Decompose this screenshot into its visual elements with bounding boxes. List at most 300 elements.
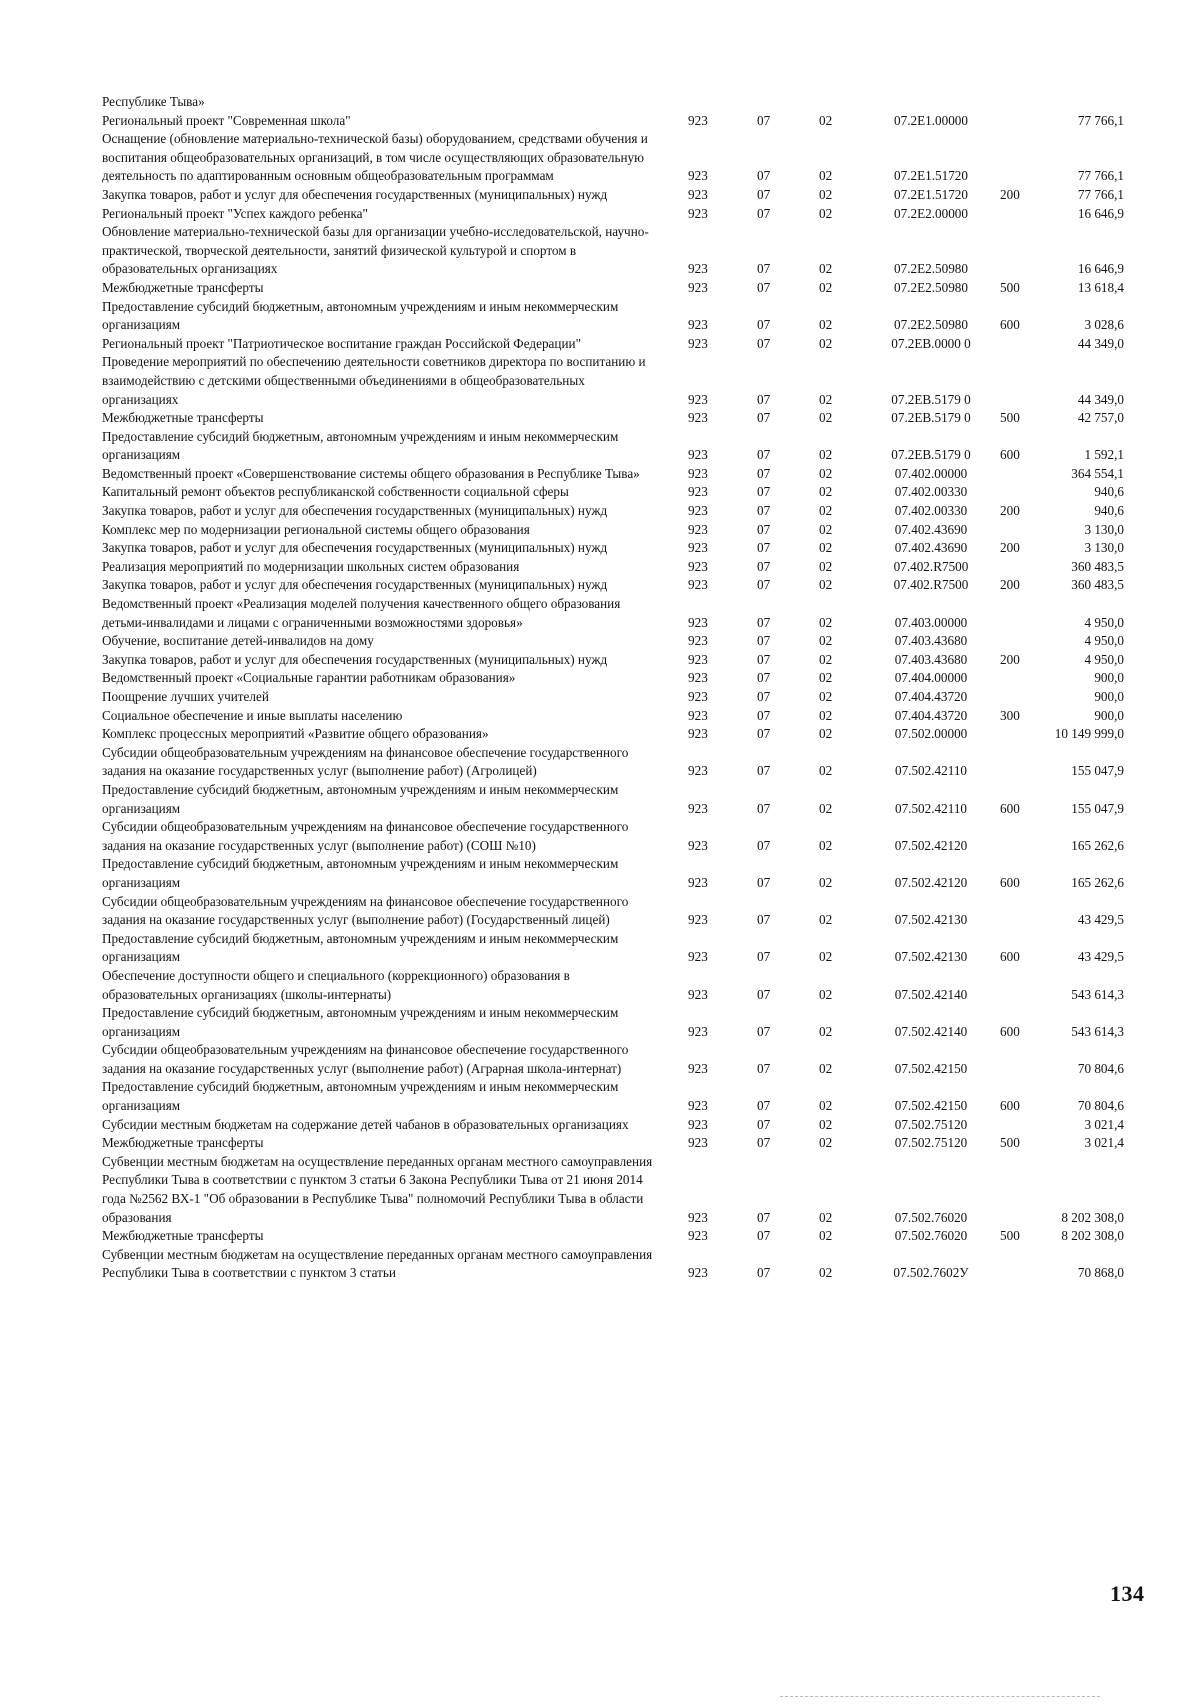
row-name: Предоставление субсидий бюджетным, автономным учреждениям и иным некоммерческим организациям: [102, 856, 619, 890]
table-row: [0, 465, 1200, 484]
row-subsection-code: 02: [819, 540, 833, 556]
row-subsection-code: 02: [819, 763, 833, 779]
row-expense-type: 200: [1000, 651, 1020, 667]
row-amount: 364 554,1: [1071, 465, 1124, 481]
row-ved-code: 923: [688, 670, 708, 686]
row-name: Предоставление субсидий бюджетным, автономным учреждениям и иным некоммерческим организациям: [102, 1079, 619, 1114]
row-amount: 77 766,1: [1077, 112, 1124, 128]
row-amount: 44 349,0: [1077, 391, 1124, 407]
row-expense-type: 500: [1000, 1228, 1020, 1244]
row-amount: 900,0: [1094, 707, 1124, 723]
row-name: Обучение, воспитание детей-инвалидов на дому: [102, 633, 374, 649]
table-row: [0, 688, 1200, 707]
row-subsection-code: 02: [819, 986, 833, 1002]
row-section-code: 07: [757, 707, 771, 723]
row-name: Межбюджетные трансферты: [102, 1135, 264, 1151]
row-target-article: 07.402.43690: [894, 521, 968, 537]
row-subsection-code: 02: [819, 317, 833, 333]
row-subsection-code: 02: [819, 800, 833, 816]
row-target-article: 07.502.00000: [894, 726, 968, 742]
row-ved-code: 923: [688, 186, 708, 202]
table-row: [0, 1116, 1200, 1135]
row-ved-code: 923: [688, 261, 708, 277]
row-amount: 1 592,1: [1084, 447, 1124, 463]
table-row: [0, 130, 1200, 186]
row-name: Предоставление субсидий бюджетным, автономным учреждениям и иным некоммерческим организациям: [102, 930, 619, 965]
table-row: [0, 893, 1200, 930]
table-row: [0, 855, 1200, 892]
row-ved-code: 923: [688, 558, 708, 574]
row-section-code: 07: [757, 986, 771, 1002]
row-ved-code: 923: [688, 279, 708, 295]
row-name: Предоставление субсидий бюджетным, автономным учреждениям и иным некоммерческим организациям: [102, 1005, 619, 1039]
row-section-code: 07: [757, 1098, 771, 1114]
row-section-code: 07: [757, 186, 771, 202]
table-row: [0, 335, 1200, 354]
row-target-article: 07.502.76020: [894, 1209, 968, 1225]
row-subsection-code: 02: [819, 558, 833, 574]
row-ved-code: 923: [688, 689, 708, 704]
row-name: Предоставление субсидий бюджетным, автономным учреждениям и иным некоммерческим организациям: [102, 428, 619, 463]
row-expense-type: 200: [1000, 186, 1020, 202]
row-name: Ведомственный проект «Совершенствование системы общего образования в Республике Тыва»: [102, 465, 640, 481]
row-ved-code: 923: [688, 317, 708, 333]
row-target-article: 07.2ЕВ.5179 0: [891, 410, 971, 426]
row-name: Поощрение лучших учителей: [102, 689, 269, 704]
table-row: [0, 428, 1200, 465]
row-subsection-code: 02: [819, 1023, 833, 1039]
row-section-code: 07: [757, 614, 771, 630]
row-name: Закупка товаров, работ и услуг для обеспечения государственных (муниципальных) нужд: [102, 651, 608, 667]
row-expense-type: 200: [1000, 540, 1020, 556]
row-section-code: 07: [757, 447, 771, 463]
row-name: Капитальный ремонт объектов республиканской собственности социальной сферы: [102, 484, 569, 500]
row-amount: 900,0: [1094, 689, 1124, 704]
row-expense-type: 300: [1000, 707, 1020, 723]
table-row: [0, 1134, 1200, 1153]
row-ved-code: 923: [688, 1023, 708, 1039]
table-row: [0, 632, 1200, 651]
row-section-code: 07: [757, 949, 771, 965]
row-target-article: 07.402.00330: [894, 484, 968, 500]
row-subsection-code: 02: [819, 391, 833, 407]
row-expense-type: 600: [1000, 317, 1020, 333]
row-amount: 165 262,6: [1071, 874, 1124, 890]
row-name: Субсидии общеобразовательным учреждениям на финансовое обеспечение государственного задания на оказание государственных услуг (выполнение работ) (Агролицей): [102, 744, 629, 779]
row-amount: 16 646,9: [1077, 261, 1124, 277]
table-row: [0, 186, 1200, 205]
table-row: [0, 205, 1200, 224]
table-row: [0, 707, 1200, 726]
row-target-article: 07.402.R7500: [893, 558, 969, 574]
row-section-code: 07: [757, 503, 771, 519]
row-name: Закупка товаров, работ и услуг для обеспечения государственных (муниципальных) нужд: [102, 503, 608, 519]
row-ved-code: 923: [688, 874, 708, 890]
row-target-article: 07.502.42130: [894, 912, 968, 928]
row-target-article: 07.502.42130: [894, 949, 968, 965]
row-name: Субвенции местным бюджетам на осуществление переданных органам местного самоуправления Республики Тыва в соответствии с пунктом 3 статьи 6 Закона Республики Тыва от 21 июня 2014 года №2562 ВХ-1 "Об образовании в Республике Тыва" полномочий Республики Тыва в области образования: [102, 1153, 653, 1225]
row-amount: 543 614,3: [1071, 986, 1124, 1002]
row-ved-code: 923: [688, 1209, 708, 1225]
row-target-article: 07.502.75120: [894, 1135, 968, 1151]
table-row: [0, 818, 1200, 855]
table-row: [0, 93, 1200, 112]
row-section-code: 07: [757, 112, 771, 128]
row-section-code: 07: [757, 1209, 771, 1225]
row-amount: 360 483,5: [1071, 577, 1124, 593]
row-target-article: 07.2Е1.51720: [894, 168, 968, 184]
row-subsection-code: 02: [819, 837, 833, 853]
row-section-code: 07: [757, 633, 771, 649]
row-subsection-code: 02: [819, 410, 833, 426]
row-name: Региональный проект "Современная школа": [102, 112, 351, 128]
row-section-code: 07: [757, 670, 771, 686]
row-target-article: 07.402.00000: [894, 465, 968, 481]
row-target-article: 07.402.43690: [894, 540, 968, 556]
row-subsection-code: 02: [819, 279, 833, 295]
row-section-code: 07: [757, 558, 771, 574]
row-ved-code: 923: [688, 614, 708, 630]
row-expense-type: 600: [1000, 949, 1020, 965]
row-name: Предоставление субсидий бюджетным, автономным учреждениям и иным некоммерческим организациям: [102, 298, 619, 333]
row-amount: 900,0: [1094, 670, 1124, 686]
row-subsection-code: 02: [819, 112, 833, 128]
row-section-code: 07: [757, 1135, 771, 1151]
row-section-code: 07: [757, 1228, 771, 1244]
row-section-code: 07: [757, 912, 771, 928]
row-name: Региональный проект "Патриотическое воспитание граждан Российской Федерации": [102, 335, 581, 351]
row-expense-type: 600: [1000, 447, 1020, 463]
row-section-code: 07: [757, 540, 771, 556]
row-section-code: 07: [757, 317, 771, 333]
row-ved-code: 923: [688, 465, 708, 481]
page-number: 134: [1110, 1581, 1145, 1606]
row-target-article: 07.404.00000: [894, 670, 968, 686]
row-subsection-code: 02: [819, 689, 833, 704]
row-section-code: 07: [757, 391, 771, 407]
row-section-code: 07: [757, 521, 771, 537]
row-section-code: 07: [757, 577, 771, 593]
row-target-article: 07.502.42120: [894, 837, 968, 853]
row-target-article: 07.2ЕВ.5179 0: [891, 447, 971, 463]
budget-table: [0, 93, 1200, 1283]
row-subsection-code: 02: [819, 651, 833, 667]
row-ved-code: 923: [688, 633, 708, 649]
row-name: Субсидии общеобразовательным учреждениям на финансовое обеспечение государственного задания на оказание государственных услуг (выполнение работ) (СОШ №10): [102, 819, 629, 853]
row-target-article: 07.502.42150: [894, 1098, 968, 1114]
row-name: Субсидии общеобразовательным учреждениям на финансовое обеспечение государственного задания на оказание государственных услуг (выполнение работ) (Аграрная школа-интернат): [102, 1042, 629, 1076]
table-row: [0, 781, 1200, 818]
row-section-code: 07: [757, 1116, 771, 1132]
row-name: Региональный проект "Успех каждого ребенка": [102, 205, 368, 221]
row-expense-type: 600: [1000, 1023, 1020, 1039]
row-target-article: 07.402.00330: [894, 503, 968, 519]
row-target-article: 07.403.43680: [894, 651, 968, 667]
row-amount: 4 950,0: [1084, 633, 1124, 649]
row-section-code: 07: [757, 261, 771, 277]
table-row: [0, 298, 1200, 335]
row-subsection-code: 02: [819, 874, 833, 890]
row-target-article: 07.2Е1.51720: [894, 186, 968, 202]
row-amount: 940,6: [1094, 503, 1124, 519]
row-subsection-code: 02: [819, 1265, 833, 1281]
row-subsection-code: 02: [819, 503, 833, 519]
row-name: Республике Тыва»: [102, 94, 205, 109]
table-row: [0, 1004, 1200, 1041]
table-row: [0, 1041, 1200, 1078]
row-ved-code: 923: [688, 168, 708, 184]
row-name: Оснащение (обновление материально-технической базы) оборудованием, средствами обучения и воспитания общеобразовательных организаций, в том числе осуществляющих образовательную деятельность по адаптированным основным общеобразовательным программам: [102, 131, 648, 184]
row-name: Межбюджетные трансферты: [102, 1228, 264, 1244]
row-ved-code: 923: [688, 1135, 708, 1151]
row-name: Закупка товаров, работ и услуг для обеспечения государственных (муниципальных) нужд: [102, 186, 608, 202]
row-target-article: 07.502.75120: [894, 1116, 968, 1132]
row-ved-code: 923: [688, 484, 708, 500]
row-subsection-code: 02: [819, 1116, 833, 1132]
row-name: Субвенции местным бюджетам на осуществление переданных органам местного самоуправления Республики Тыва в соответствии с пунктом 3 статьи: [102, 1246, 653, 1281]
row-amount: 42 757,0: [1077, 410, 1124, 426]
row-ved-code: 923: [688, 912, 708, 928]
table-row: [0, 967, 1200, 1004]
row-name: Ведомственный проект «Реализация моделей получения качественного общего образования детьми-инвалидами и лицами с ограниченными возможностями здоровья»: [102, 596, 621, 630]
row-subsection-code: 02: [819, 577, 833, 593]
table-row: [0, 409, 1200, 428]
table-row: [0, 669, 1200, 688]
row-ved-code: 923: [688, 1116, 708, 1132]
row-subsection-code: 02: [819, 521, 833, 537]
row-amount: 77 766,1: [1077, 168, 1124, 184]
row-subsection-code: 02: [819, 707, 833, 723]
row-amount: 3 021,4: [1084, 1116, 1124, 1132]
table-row: [0, 725, 1200, 744]
table-row: [0, 744, 1200, 781]
row-amount: 4 950,0: [1084, 651, 1124, 667]
row-amount: 16 646,9: [1077, 205, 1124, 221]
row-target-article: 07.502.42140: [894, 986, 968, 1002]
row-amount: 4 950,0: [1084, 614, 1124, 630]
row-name: Субсидии общеобразовательным учреждениям на финансовое обеспечение государственного задания на оказание государственных услуг (выполнение работ) (Государственный лицей): [102, 893, 629, 928]
row-subsection-code: 02: [819, 335, 833, 351]
row-subsection-code: 02: [819, 1209, 833, 1225]
row-target-article: 07.404.43720: [894, 689, 968, 704]
row-section-code: 07: [757, 1265, 771, 1281]
row-name: Закупка товаров, работ и услуг для обеспечения государственных (муниципальных) нужд: [102, 577, 608, 593]
row-subsection-code: 02: [819, 633, 833, 649]
row-ved-code: 923: [688, 205, 708, 221]
table-row: [0, 1153, 1200, 1227]
row-amount: 8 202 308,0: [1061, 1209, 1124, 1225]
row-target-article: 07.2Е2.50980: [894, 279, 968, 295]
row-section-code: 07: [757, 168, 771, 184]
row-amount: 360 483,5: [1071, 558, 1124, 574]
row-name: Ведомственный проект «Социальные гарантии работникам образования»: [102, 670, 516, 686]
row-amount: 543 614,3: [1071, 1023, 1124, 1039]
row-ved-code: 923: [688, 391, 708, 407]
row-name: Комплекс процессных мероприятий «Развитие общего образования»: [102, 726, 489, 742]
row-subsection-code: 02: [819, 484, 833, 500]
table-row: [0, 279, 1200, 298]
row-target-article: 07.2ЕВ.0000 0: [891, 335, 971, 351]
table-row: [0, 112, 1200, 131]
row-subsection-code: 02: [819, 465, 833, 481]
row-target-article: 07.402.R7500: [893, 577, 969, 593]
row-amount: 3 130,0: [1084, 521, 1124, 537]
row-target-article: 07.502.42150: [894, 1060, 968, 1076]
row-amount: 13 618,4: [1077, 279, 1124, 295]
row-expense-type: 500: [1000, 410, 1020, 426]
row-ved-code: 923: [688, 726, 708, 742]
row-target-article: 07.502.42140: [894, 1023, 968, 1039]
row-ved-code: 923: [688, 503, 708, 519]
row-target-article: 07.502.42120: [894, 874, 968, 890]
row-ved-code: 923: [688, 521, 708, 537]
row-amount: 155 047,9: [1071, 763, 1124, 779]
row-amount: 10 149 999,0: [1054, 726, 1124, 742]
row-section-code: 07: [757, 689, 771, 704]
row-amount: 43 429,5: [1077, 949, 1124, 965]
table-row: [0, 223, 1200, 279]
row-expense-type: 600: [1000, 1098, 1020, 1114]
row-amount: 70 804,6: [1077, 1098, 1124, 1114]
row-section-code: 07: [757, 874, 771, 890]
row-name: Межбюджетные трансферты: [102, 410, 264, 426]
row-amount: 43 429,5: [1077, 912, 1124, 928]
row-subsection-code: 02: [819, 447, 833, 463]
row-subsection-code: 02: [819, 186, 833, 202]
table-row: [0, 1078, 1200, 1115]
row-ved-code: 923: [688, 112, 708, 128]
table-row: [0, 1227, 1200, 1246]
row-ved-code: 923: [688, 447, 708, 463]
row-section-code: 07: [757, 763, 771, 779]
row-section-code: 07: [757, 1060, 771, 1076]
table-row: [0, 483, 1200, 502]
row-subsection-code: 02: [819, 726, 833, 742]
row-section-code: 07: [757, 726, 771, 742]
row-subsection-code: 02: [819, 205, 833, 221]
table-row: [0, 1246, 1200, 1283]
row-section-code: 07: [757, 335, 771, 351]
row-ved-code: 923: [688, 1265, 708, 1281]
row-ved-code: 923: [688, 577, 708, 593]
row-name: Проведение мероприятий по обеспечению деятельности советников директора по воспитанию и взаимодействию с детскими общественными объединениями в общеобразовательных организациях: [102, 354, 646, 407]
row-name: Межбюджетные трансферты: [102, 279, 264, 295]
row-expense-type: 500: [1000, 279, 1020, 295]
table-row: [0, 539, 1200, 558]
row-expense-type: 200: [1000, 577, 1020, 593]
row-target-article: 07.502.42110: [894, 800, 968, 816]
row-amount: 3 021,4: [1084, 1135, 1124, 1151]
row-name: Обновление материально-технической базы для организации учебно-исследовательской, научно-практической, творческой деятельности, занятий физической культурой и спортом в образовательных организациях: [102, 224, 649, 277]
row-amount: 940,6: [1094, 484, 1124, 500]
table-row: [0, 521, 1200, 540]
row-target-article: 07.403.00000: [894, 614, 968, 630]
row-subsection-code: 02: [819, 1098, 833, 1114]
row-amount: 77 766,1: [1077, 186, 1124, 202]
row-name: Комплекс мер по модернизации региональной системы общего образования: [102, 521, 530, 537]
row-section-code: 07: [757, 484, 771, 500]
row-section-code: 07: [757, 465, 771, 481]
row-ved-code: 923: [688, 763, 708, 779]
row-amount: 70 868,0: [1077, 1265, 1124, 1281]
table-row: [0, 576, 1200, 595]
row-amount: 3 028,6: [1084, 317, 1124, 333]
table-row: [0, 595, 1200, 632]
row-ved-code: 923: [688, 837, 708, 853]
row-subsection-code: 02: [819, 1060, 833, 1076]
row-subsection-code: 02: [819, 614, 833, 630]
row-target-article: 07.502.76020: [894, 1228, 968, 1244]
row-target-article: 07.404.43720: [894, 707, 968, 723]
row-section-code: 07: [757, 279, 771, 295]
row-ved-code: 923: [688, 707, 708, 723]
row-target-article: 07.2Е2.50980: [894, 317, 968, 333]
row-section-code: 07: [757, 205, 771, 221]
row-section-code: 07: [757, 800, 771, 816]
row-ved-code: 923: [688, 540, 708, 556]
row-target-article: 07.403.43680: [894, 633, 968, 649]
table-row: [0, 353, 1200, 409]
row-subsection-code: 02: [819, 1135, 833, 1151]
row-subsection-code: 02: [819, 168, 833, 184]
row-name: Предоставление субсидий бюджетным, автономным учреждениям и иным некоммерческим организациям: [102, 781, 619, 816]
row-expense-type: 600: [1000, 874, 1020, 890]
row-ved-code: 923: [688, 1098, 708, 1114]
row-amount: 155 047,9: [1071, 800, 1124, 816]
row-expense-type: 500: [1000, 1135, 1020, 1151]
row-name: Обеспечение доступности общего и специального (коррекционного) образования в образовательных организациях (школы-интернаты): [102, 967, 570, 1002]
row-amount: 3 130,0: [1084, 540, 1124, 556]
row-amount: 44 349,0: [1077, 335, 1124, 351]
row-subsection-code: 02: [819, 1228, 833, 1244]
row-section-code: 07: [757, 837, 771, 853]
row-ved-code: 923: [688, 1060, 708, 1076]
row-ved-code: 923: [688, 1228, 708, 1244]
row-name: Закупка товаров, работ и услуг для обеспечения государственных (муниципальных) нужд: [102, 540, 608, 556]
row-amount: 70 804,6: [1077, 1060, 1124, 1076]
scan-edge-line: [780, 1696, 1100, 1697]
row-target-article: 07.2Е1.00000: [894, 112, 968, 128]
row-amount: 165 262,6: [1071, 837, 1124, 853]
row-subsection-code: 02: [819, 670, 833, 686]
row-ved-code: 923: [688, 335, 708, 351]
row-ved-code: 923: [688, 410, 708, 426]
row-target-article: 07.2Е2.50980: [894, 261, 968, 277]
row-subsection-code: 02: [819, 912, 833, 928]
row-name: Субсидии местным бюджетам на содержание детей чабанов в образовательных организациях: [102, 1116, 629, 1132]
row-ved-code: 923: [688, 651, 708, 667]
table-row: [0, 651, 1200, 670]
row-target-article: 07.502.7602У: [893, 1265, 969, 1281]
row-target-article: 07.2ЕВ.5179 0: [891, 391, 971, 407]
row-expense-type: 600: [1000, 800, 1020, 816]
row-section-code: 07: [757, 1023, 771, 1039]
row-ved-code: 923: [688, 986, 708, 1002]
row-expense-type: 200: [1000, 503, 1020, 519]
row-name: Реализация мероприятий по модернизации школьных систем образования: [102, 558, 520, 574]
row-amount: 8 202 308,0: [1061, 1228, 1124, 1244]
row-ved-code: 923: [688, 800, 708, 816]
row-section-code: 07: [757, 410, 771, 426]
row-section-code: 07: [757, 651, 771, 667]
table-row: [0, 502, 1200, 521]
row-target-article: 07.2Е2.00000: [894, 205, 968, 221]
table-row: [0, 558, 1200, 577]
row-name: Социальное обеспечение и иные выплаты населению: [102, 707, 403, 723]
row-target-article: 07.502.42110: [894, 763, 968, 779]
row-ved-code: 923: [688, 949, 708, 965]
row-subsection-code: 02: [819, 261, 833, 277]
